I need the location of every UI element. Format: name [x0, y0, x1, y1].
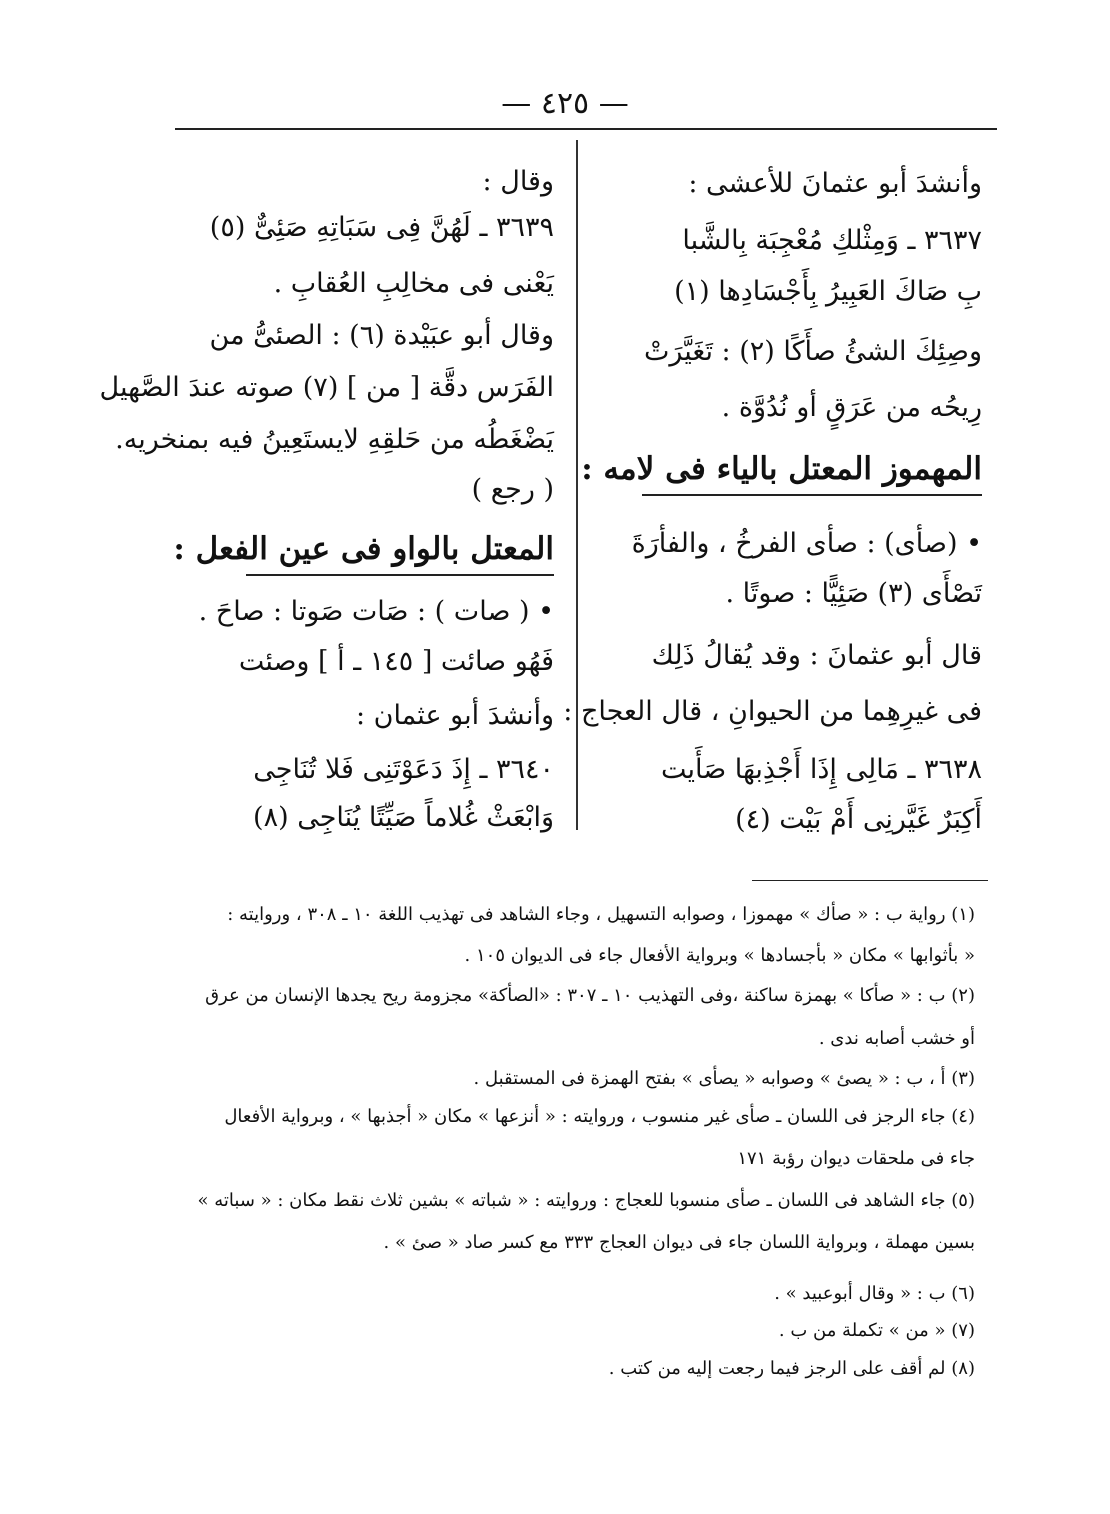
entry-line: • ( صات ) : صَات صَوتا : صاحَ .: [198, 596, 554, 627]
page-number: — ٤٢٥ —: [501, 86, 629, 121]
footnote-1: (١) رواية ب : « صأك » مهموزا ، وصوابه التسهيل ، وجاء الشاهد فى تهذيب اللغة ١٠ ـ ٣٠٨ ، وروايته :: [227, 904, 975, 925]
text-line: وقال أبو عبَيْدة (٦) : الصئىُّ من: [209, 320, 554, 351]
footnote-6: (٦) ب : « وقال أبوعبيد » .: [774, 1283, 975, 1304]
text-line: الفَرَس دقَّة [ من ] (٧) صوته عندَ الصَّهيل: [99, 372, 554, 403]
footnote-2-cont: أو خشب أصابه ندى .: [818, 1028, 975, 1049]
verse-line: بِ صَاكَ العَبِيرُ بِأَجْسَادِها (١): [674, 276, 982, 307]
text-line: قال أبو عثمانَ : وقد يُقالُ ذَلِك: [651, 640, 982, 671]
cross-reference: ( رجع ): [471, 474, 554, 505]
footnote-rule: [752, 880, 988, 881]
verse-number-line: ٣٦٣٧ ـ وَمِثْلكِ مُعْجِبَة بِالشَّبا: [682, 225, 982, 256]
verse-number-line: ٣٦٣٩ ـ لَهُنَّ فِى سَبَاتِهِ صَئِىٌّ (٥): [209, 212, 554, 243]
text-line: فَهُو صائت [ ١٤٥ ـ أ ] وصئت: [238, 646, 554, 677]
heading-underline: [642, 494, 982, 496]
entry-line: • (صأى) : صأى الفرخُ ، والفأرَةَ: [631, 528, 982, 559]
footnote-5: (٥) جاء الشاهد فى اللسان ـ صأى منسوبا للعجاج : وروايته : « شباته » بشين ثلاث نقط مكان : « سباته »: [197, 1190, 975, 1211]
section-heading: المعتل بالواو فى عين الفعل :: [173, 531, 554, 567]
text-line: وأنشدَ أبو عثمان :: [355, 700, 554, 731]
text-line: يَعْنى فى مخالِبِ العُقابِ .: [273, 268, 554, 299]
footnote-3: (٣) أ ، ب : « يصئ » وصوابه « يصأى » بفتح الهمزة فى المستقبل .: [473, 1068, 975, 1089]
footnote-4-cont: جاء فى ملحقات ديوان رؤبة ١٧١: [737, 1148, 975, 1169]
verse-line: أَكِبَرٌ غَيَّرنِى أَمْ بَيْت (٤): [735, 804, 982, 835]
footnote-2: (٢) ب : « صأكا » بهمزة ساكنة ،وفى التهذيب ١٠ ـ ٣٠٧ : «الصأكة» مجزومة ريح يجدها الإنسان من عرق: [205, 985, 975, 1006]
footnote-7: (٧) « من » تكملة من ب .: [778, 1320, 975, 1341]
section-heading: المهموز المعتل بالياء فى لامه :: [581, 451, 982, 487]
heading-underline: [246, 574, 554, 576]
verse-line: وَابْعَثْ غُلاماً صَيِّتًا يُنَاجِى (٨): [253, 802, 554, 833]
verse-number-line: ٣٦٤٠ ـ إِذَ دَعَوْتَنِى فَلا تُنَاجِى: [253, 754, 554, 785]
text-line: فى غيرِهِما من الحيوانِ ، قال العجاج :: [563, 696, 982, 727]
text-line: وقال :: [482, 166, 554, 197]
header-rule: [175, 128, 997, 130]
footnote-1-cont: « بأثوابها » مكان « بأجسادها » وبرواية الأفعال جاء فى الديوان ١٠٥ .: [464, 945, 975, 966]
text-line: وصِئِكَ الشئُ صأَكًا (٢) : تَغَيَّرَتْ: [643, 336, 982, 367]
text-line: رِيحُه من عَرَقٍ أو نُدُوَّة .: [721, 392, 982, 423]
text-line: وأنشدَ أبو عثمانَ للأعشى :: [688, 168, 982, 199]
text-line: يَضْغَطُه من حَلقِهِ لايستَعِينُ فيه بمنخريه.: [115, 424, 554, 455]
footnote-5-cont: بسين مهملة ، وبرواية اللسان جاء فى ديوان العجاج ٣٣٣ مع كسر صاد « صئ » .: [383, 1232, 975, 1253]
text-line: تَصْأَى (٣) صَئِيًّا : صوتًا .: [725, 578, 982, 609]
footnote-4: (٤) جاء الرجز فى اللسان ـ صأى غير منسوب ، وروايته : « أنزعها » مكان « أجذبها » ، وبرواية الأفعال: [224, 1106, 975, 1127]
verse-number-line: ٣٦٣٨ ـ مَالِى إِذَا أَجْذِبهَا صَأَيت: [660, 754, 982, 785]
footnote-8: (٨) لم أقف على الرجز فيما رجعت إليه من كتب .: [608, 1358, 975, 1379]
